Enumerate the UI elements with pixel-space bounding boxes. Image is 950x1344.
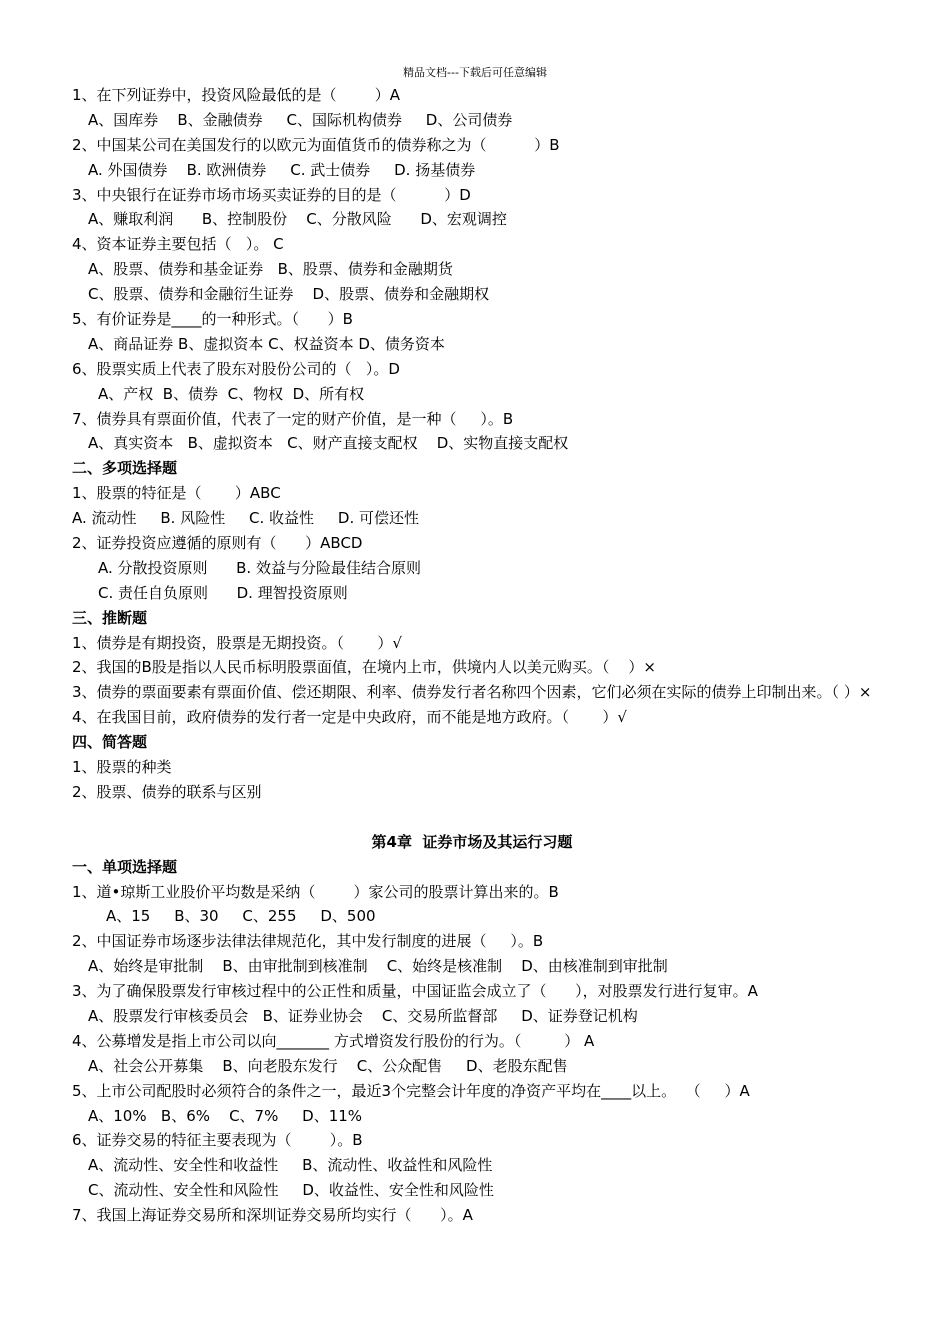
text-line: 6、股票实质上代表了股东对股份公司的（ ）。D (72, 359, 400, 378)
text-line: 3、为了确保股票发行审核过程中的公正性和质量，中国证监会成立了（ ），对股票发行进行复审。A (72, 982, 758, 1001)
text-line: C. 责任自负原则 D. 理智投资原则 (98, 583, 348, 602)
section-heading: 三、推断题 (72, 608, 148, 627)
section-heading: 二、多项选择题 (72, 459, 178, 478)
text-line: A、社会公开募集 B、向老股东发行 C、公众配售 D、老股东配售 (88, 1056, 568, 1075)
text-line: A、股票、债券和基金证券 B、股票、债券和金融期货 (88, 260, 453, 279)
text-line: 2、证券投资应遵循的原则有（ ）ABCD (72, 534, 363, 553)
text-line: 4、在我国目前，政府债券的发行者一定是中央政府，而不能是地方政府。（ ）√ (72, 708, 627, 727)
section-heading: 一、单项选择题 (72, 857, 178, 876)
text-line: 3、债券的票面要素有票面价值、偿还期限、利率、债券发行者名称四个因素，它们必须在实际的债券上印制出来。（ ）× (72, 683, 872, 702)
text-line: A、商品证券 B、虚拟资本 C、权益资本 D、债务资本 (88, 334, 445, 353)
text-line: 1、在下列证券中，投资风险最低的是（ ）A (72, 86, 400, 104)
text-line: A. 流动性 B. 风险性 C. 收益性 D. 可偿还性 (72, 509, 419, 528)
text-line: A、流动性、安全性和收益性 B、流动性、收益性和风险性 (88, 1156, 493, 1175)
text-line: A、股票发行审核委员会 B、证券业协会 C、交易所监督部 D、证券登记机构 (88, 1006, 638, 1025)
text-line: 1、股票的种类 (72, 758, 172, 777)
chapter-title: 第4章 证券市场及其运行习题 (371, 832, 573, 851)
text-line: A、15 B、30 C、255 D、500 (106, 907, 376, 926)
text-line: A、国库券 B、金融债券 C、国际机构债券 D、公司债券 (88, 110, 513, 129)
text-line: 2、股票、债券的联系与区别 (72, 782, 262, 801)
document-body (72, 83, 872, 1228)
text-line: 3、中央银行在证券市场市场买卖证券的目的是（ ）D (72, 185, 471, 204)
text-line: A、产权 B、债券 C、物权 D、所有权 (98, 384, 365, 403)
text-line: A、10% B、6% C、7% D、11% (88, 1106, 363, 1125)
spacer (72, 805, 872, 830)
text-line: 7、债券具有票面价值，代表了一定的财产价值，是一种（ ）。B (72, 409, 514, 428)
text-line: A. 分散投资原则 B. 效益与分险最佳结合原则 (98, 558, 421, 577)
text-line: 1、道•琼斯工业股价平均数是采纳（ ）家公司的股票计算出来的。B (72, 882, 559, 901)
text-line: 7、我国上海证券交易所和深圳证券交易所均实行（ ）。A (72, 1206, 473, 1225)
text-line: 1、债券是有期投资，股票是无期投资。（ ）√ (72, 633, 402, 652)
text-line: 1、股票的特征是（ ）ABC (72, 484, 281, 503)
text-line: 6、证券交易的特征主要表现为（ ）。B (72, 1131, 363, 1150)
text-line: A、真实资本 B、虚拟资本 C、财产直接支配权 D、实物直接支配权 (88, 434, 569, 453)
text-line: A. 外国债券 B. 欧洲债券 C. 武士债券 D. 扬基债券 (88, 160, 476, 179)
text-line: 5、上市公司配股时必须符合的条件之一，最近3个完整会计年度的净资产平均在____以上。 （ ）A (72, 1081, 750, 1100)
text-line: C、流动性、安全性和风险性 D、收益性、安全性和风险性 (88, 1181, 494, 1200)
section-heading: 四、简答题 (72, 733, 148, 752)
text-line: A、始终是审批制 B、由审批制到核准制 C、始终是核准制 D、由核准制到审批制 (88, 957, 668, 976)
page-header: 精品文档---下载后可任意编辑 (403, 66, 547, 79)
text-line: C、股票、债券和金融衍生证券 D、股票、债券和金融期权 (88, 285, 490, 304)
text-line: A、赚取利润 B、控制股份 C、分散风险 D、宏观调控 (88, 210, 507, 229)
text-line: 2、中国证券市场逐步法律法律规范化，其中发行制度的进展（ ）。B (72, 932, 544, 951)
text-line: 4、资本证券主要包括（ ）。 C (72, 235, 284, 254)
text-line: 4、公募增发是指上市公司以向_______ 方式增资发行股份的行为。（ ） A (72, 1031, 595, 1050)
text-line: 2、我国的B股是指以人民币标明股票面值，在境内上市，供境内人以美元购买。（ ）× (72, 658, 656, 677)
text-line: 5、有价证券是____的一种形式。（ ）B (72, 310, 353, 329)
text-line: 2、中国某公司在美国发行的以欧元为面值货币的债券称之为（ ）B (72, 135, 560, 154)
